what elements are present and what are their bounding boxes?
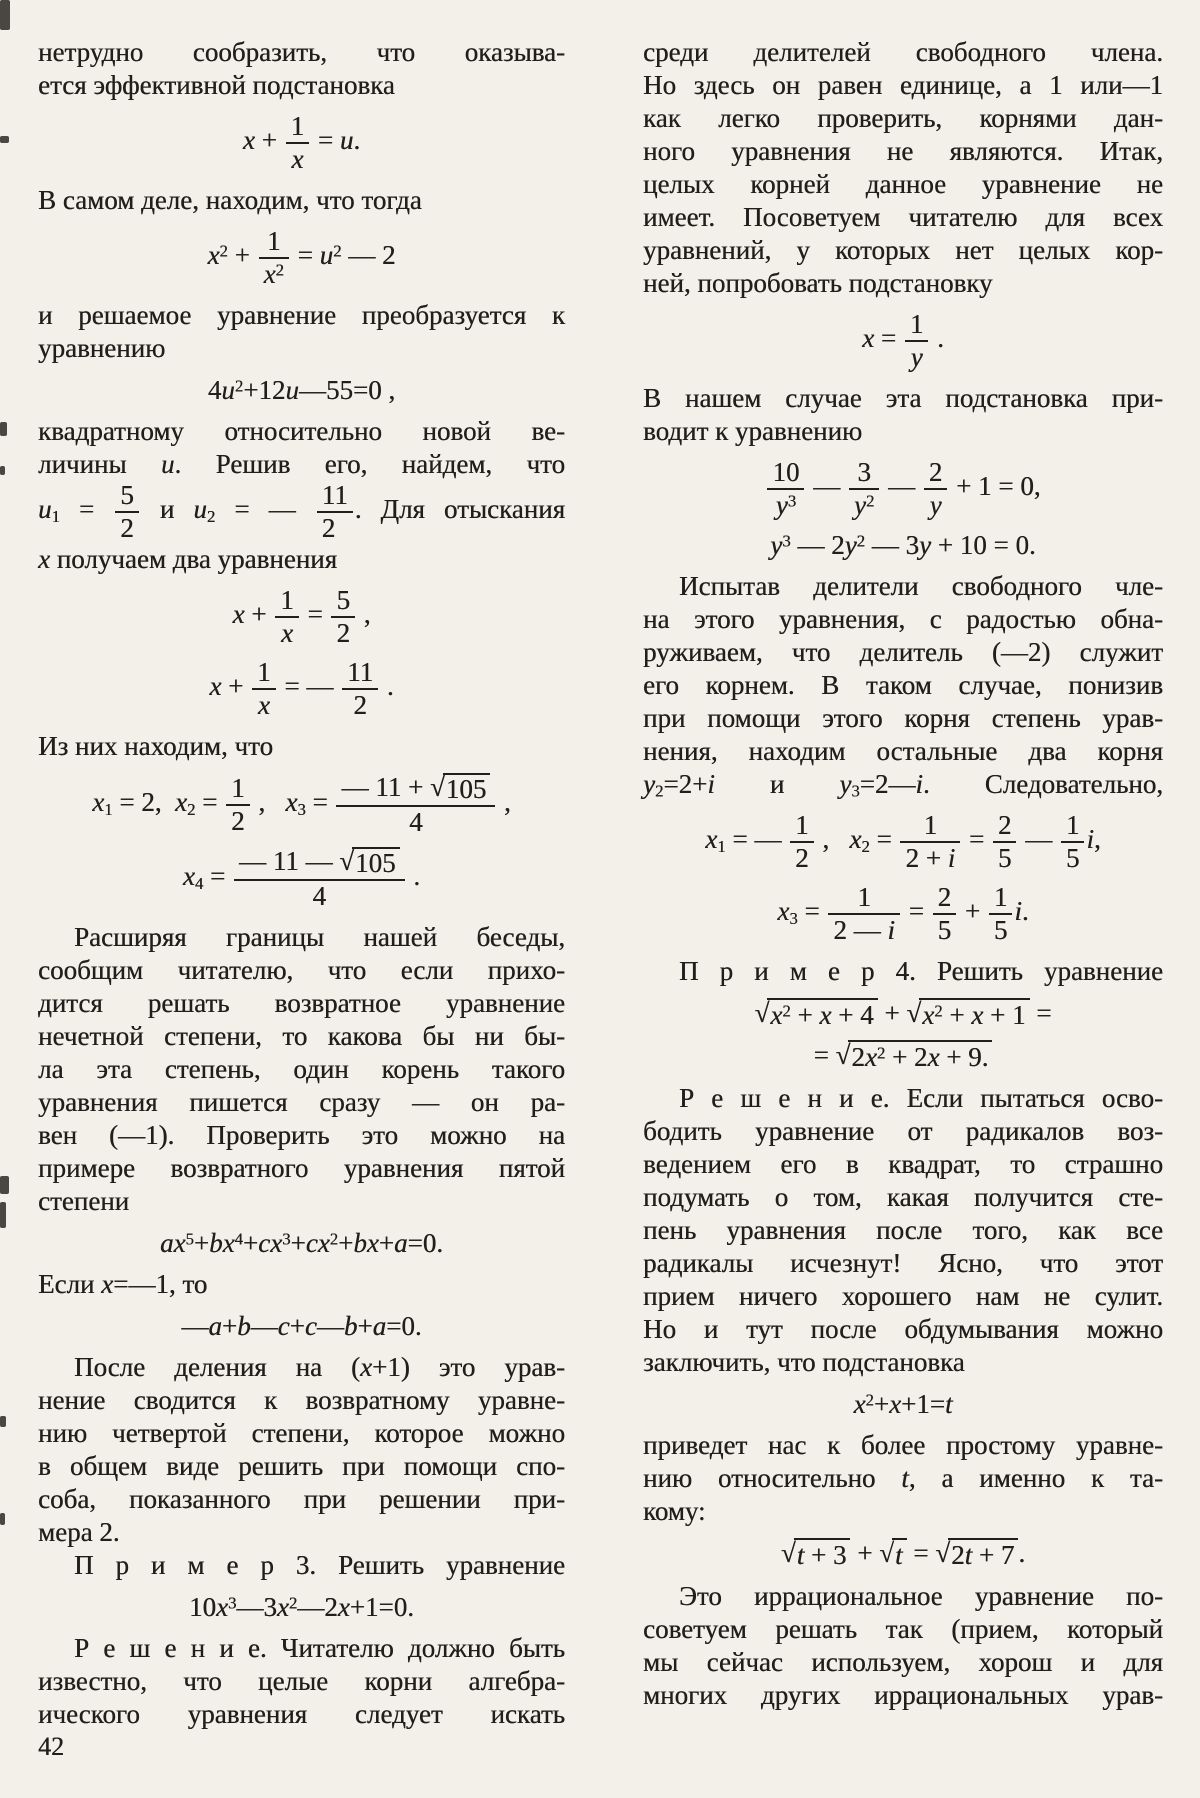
text-line: целых корней данное уравнение не bbox=[643, 169, 1163, 199]
formula: x + $\frac{1}{x}$ = $\frac{5}{2}$ , bbox=[232, 585, 371, 648]
fraction: $\frac{2}{5}$ bbox=[993, 811, 1017, 873]
text-line: как легко проверить, корнями дан- bbox=[643, 103, 1163, 133]
scan-artifact bbox=[0, 1513, 5, 1525]
paragraph bbox=[643, 955, 1163, 988]
fraction: $\frac{11}{2}$ bbox=[342, 658, 378, 720]
paragraph bbox=[38, 299, 565, 365]
formula: $x_4$ = $\frac{— 11 — √105}{4}$ . bbox=[182, 846, 421, 911]
formula: $4u^2+12u—55=0$ , bbox=[207, 375, 396, 405]
text-line: Р е ш е н и е. Читателю должно быть bbox=[74, 1633, 565, 1663]
text-line: на этого уравнения, с радостью обна- bbox=[643, 604, 1163, 634]
paragraph bbox=[38, 1351, 565, 1549]
square-root: √105 bbox=[339, 847, 399, 878]
paragraph bbox=[38, 1632, 565, 1731]
fraction: $\frac{3}{y^2}$ bbox=[849, 458, 879, 520]
text-line: После деления на (x+1) это урав- bbox=[74, 1352, 565, 1382]
text-line: Испытав делители свободного чле- bbox=[679, 571, 1163, 601]
formula: $y^3$ — $2y^2$ — 3y + 10 = 0. bbox=[770, 530, 1036, 560]
formula: $x_1$ = — $\frac{1}{2}$ , $x_2$ = $\frac{1}{2 + i}$ = $\frac{2}{5}$ — $\frac{1}{5}$ i, bbox=[705, 810, 1101, 873]
text-line: руживаем, что делитель (—2) служит bbox=[643, 637, 1163, 667]
paragraph bbox=[643, 36, 1163, 300]
text-line: известно, что целые корни алгебра- bbox=[38, 1666, 565, 1696]
fraction: $\frac{1}{x}$ bbox=[252, 658, 276, 720]
fraction: $\frac{1}{2 — i}$ bbox=[828, 883, 900, 945]
text-line: имеет. Посоветуем читателю для всех bbox=[643, 202, 1163, 232]
scan-artifact bbox=[0, 422, 7, 436]
text-line: среди делителей свободного члена. bbox=[643, 37, 1163, 67]
text-line: при помощи этого корня степень урав- bbox=[643, 703, 1163, 733]
paragraph bbox=[643, 1580, 1163, 1712]
scan-artifact bbox=[0, 1416, 6, 1427]
text-line: многих других иррациональных урав- bbox=[643, 1680, 1163, 1710]
text-line: нечетной степени, то какова бы ни бы- bbox=[38, 1021, 565, 1051]
square-root: √t + 3 bbox=[781, 1538, 851, 1570]
text-line: вен (—1). Проверить это можно на bbox=[38, 1120, 565, 1150]
text-line: уравнению bbox=[38, 333, 166, 363]
text-line: $y_2=2+i$ и $y_3=2—i$. Следовательно, bbox=[643, 769, 1163, 801]
text-line: нетрудно сообразить, что оказыва- bbox=[38, 37, 565, 67]
paragraph bbox=[643, 570, 1163, 801]
text-line: примере возвратного уравнения пятой bbox=[38, 1153, 565, 1183]
scan-artifact bbox=[0, 136, 9, 143]
fraction: $\frac{1}{5}$ bbox=[989, 883, 1013, 945]
text-line: ического уравнения следует искать bbox=[38, 1699, 565, 1729]
text-line: подумать о том, какая получится сте- bbox=[643, 1182, 1163, 1212]
fraction: $\frac{1}{5}$ bbox=[1061, 811, 1085, 873]
fraction: $\frac{1}{x}$ bbox=[275, 586, 299, 648]
text-line: П р и м е р 4. Решить уравнение bbox=[679, 956, 1163, 986]
text-line: водит к уравнению bbox=[643, 416, 863, 446]
scan-artifact bbox=[0, 1176, 9, 1194]
text-line: личины u. Решив его, найдем, что bbox=[38, 449, 565, 479]
paragraph bbox=[38, 184, 565, 217]
text-line: уравнения пишется сразу — он ра- bbox=[38, 1087, 565, 1117]
formula: $x^2$ + $\frac{1}{x^2}$ = $u^2$ — 2 bbox=[207, 226, 396, 289]
left-column bbox=[38, 36, 565, 1731]
paragraph bbox=[643, 382, 1163, 448]
text-line: x получаем два уравнения bbox=[38, 544, 338, 574]
text-line: советуем решать так (прием, который bbox=[643, 1614, 1163, 1644]
fraction: $\frac{2}{y}$ bbox=[924, 458, 948, 520]
formula: $\frac{10}{y^3}$ — $\frac{3}{y^2}$ — $\frac{2}{y}$ + 1 = 0, bbox=[643, 458, 1163, 520]
page-number: 42 bbox=[38, 1732, 64, 1761]
text-line: кому: bbox=[643, 1496, 706, 1526]
text-line: его корнем. В таком случае, понизив bbox=[643, 670, 1163, 700]
text-line: Но здесь он равен единице, а 1 или—1 bbox=[643, 70, 1163, 100]
fraction: $\frac{1}{x^2}$ bbox=[259, 227, 289, 289]
paragraph bbox=[38, 921, 565, 1218]
formula: $x_3$ = $\frac{1}{2 — i}$ = $\frac{2}{5}$ + $\frac{1}{5}$ i. bbox=[777, 882, 1029, 945]
scan-artifact bbox=[0, 0, 10, 30]
paragraph bbox=[38, 36, 565, 102]
formula: x + $\frac{1}{x}$ = — $\frac{11}{2}$ . bbox=[209, 657, 394, 720]
formula: x + $\frac{1}{x}$ = u. bbox=[242, 111, 361, 174]
text-line: нию четвертой степени, которое можно bbox=[38, 1418, 565, 1448]
text-line: Если x=—1, то bbox=[38, 1269, 208, 1299]
text-line: в общем виде решить при помощи спо- bbox=[38, 1451, 565, 1481]
text-line: мера 2. bbox=[38, 1517, 120, 1547]
fraction: $\frac{— 11 + √105}{4}$ bbox=[336, 773, 495, 837]
formula: $10x^3—3x^2—2x+1=0$. bbox=[189, 1592, 414, 1622]
formula: $x_1 = 2$, $x_2$ = $\frac{1}{2}$ , $x_3$ = $\frac{— 11 + √105}{4}$ , bbox=[92, 772, 511, 837]
formula: x = $\frac{1}{y}$ . bbox=[862, 309, 944, 372]
text-line: $u_1$ = $\frac{5}{2}$ и $u_2$ = — $\frac{11}{2}$ . Для отыскания bbox=[38, 480, 566, 543]
formula: $√x^2 + x + 4 + √x^2 + x + 1$ = bbox=[754, 998, 1052, 1030]
text-line: и решаемое уравнение преобразуется к bbox=[38, 300, 565, 330]
fraction: $\frac{— 11 — √105}{4}$ bbox=[234, 847, 405, 911]
formula: —a+b—c+c—b+a=0. bbox=[181, 1311, 422, 1341]
square-root: √105 bbox=[430, 773, 490, 804]
formula: √t + 3 + √t = √2t + 7 . bbox=[780, 1538, 1026, 1570]
text-line: заключить, что подстановка bbox=[643, 1347, 965, 1377]
text-line: ведением его в квадрат, то страшно bbox=[643, 1149, 1163, 1179]
text-line: соба, показанного при решении при- bbox=[38, 1484, 565, 1514]
formula: $ax^5+bx^4+cx^3+cx^2+bx+a=0$. bbox=[159, 1228, 444, 1258]
text-line: ется эффективной подстановка bbox=[38, 70, 395, 100]
fraction: $\frac{1}{2}$ bbox=[790, 811, 814, 873]
fraction: $\frac{5}{2}$ bbox=[331, 586, 355, 648]
paragraph bbox=[38, 1549, 565, 1582]
formula: $x^2+x+1=t$ bbox=[853, 1389, 953, 1419]
text-line: мы сейчас используем, хорош и для bbox=[643, 1647, 1163, 1677]
text-line: П р и м е р 3. Решить уравнение bbox=[74, 1550, 565, 1580]
text-line: нию относительно t, а именно к та- bbox=[643, 1463, 1163, 1493]
paragraph bbox=[38, 730, 565, 763]
square-root: √t bbox=[879, 1538, 906, 1570]
fraction: $\frac{1}{x}$ bbox=[286, 112, 310, 174]
paragraph bbox=[38, 1268, 565, 1301]
text-line: Р е ш е н и е. Если пытаться осво- bbox=[679, 1083, 1163, 1113]
text-line: пень уравнения после того, как все bbox=[643, 1215, 1163, 1245]
fraction: $\frac{1}{2 + i}$ bbox=[900, 811, 960, 873]
text-line: Это иррациональное уравнение по- bbox=[679, 1581, 1163, 1611]
paragraph bbox=[643, 1082, 1163, 1379]
text-line: В нашем случае эта подстановка при- bbox=[643, 383, 1163, 413]
paragraph bbox=[643, 1429, 1163, 1528]
text-line: В самом деле, находим, что тогда bbox=[38, 185, 422, 215]
text-line: сообщим читателю, что если прихо- bbox=[38, 955, 565, 985]
fraction: $\frac{1}{2}$ bbox=[226, 774, 250, 836]
formula: = $√2x^2 + 2x + 9$. bbox=[643, 1040, 1163, 1072]
text-line: квадратному относительно новой ве- bbox=[38, 416, 565, 446]
right-column bbox=[643, 36, 1163, 1712]
square-root: $√x^2 + x + 4$ bbox=[755, 998, 878, 1030]
text-line: Но и тут после обдумывания можно bbox=[643, 1314, 1163, 1344]
text-line: радикалы исчезнут! Ясно, что этот bbox=[643, 1248, 1163, 1278]
text-line: дится решать возвратное уравнение bbox=[38, 988, 565, 1018]
text-line: Расширяя границы нашей беседы, bbox=[74, 922, 565, 952]
text-line: ней, попробовать подстановку bbox=[643, 268, 993, 298]
scan-artifact bbox=[0, 466, 5, 475]
fraction: $\frac{5}{2}$ bbox=[115, 481, 139, 543]
text-line: бодить уравнение от радикалов воз- bbox=[643, 1116, 1163, 1146]
text-line: ного уравнения не являются. Итак, bbox=[643, 136, 1163, 166]
square-root: $√x^2 + x + 1$ bbox=[906, 998, 1029, 1030]
text-line: прием ничего хорошего нам не сулит. bbox=[643, 1281, 1163, 1311]
text-line: ла эта степень, один корень такого bbox=[38, 1054, 565, 1084]
fraction: $\frac{1}{y}$ bbox=[905, 310, 929, 372]
square-root: √2t + 7 bbox=[935, 1538, 1018, 1570]
text-line: уравнений, у которых нет целых кор- bbox=[643, 235, 1163, 265]
text-line: нение сводится к возвратному уравне- bbox=[38, 1385, 565, 1415]
scan-artifact bbox=[0, 1202, 6, 1228]
fraction: $\frac{10}{y^3}$ bbox=[767, 458, 804, 520]
square-root: $√2x^2 + 2x + 9$. bbox=[836, 1040, 993, 1072]
fraction: $\frac{11}{2}$ bbox=[317, 481, 353, 543]
fraction: $\frac{2}{5}$ bbox=[933, 883, 957, 945]
paragraph bbox=[38, 415, 565, 576]
text-line: степени bbox=[38, 1186, 130, 1216]
text-line: приведет нас к более простому уравне- bbox=[643, 1430, 1163, 1460]
text-line: нения, находим остальные два корня bbox=[643, 736, 1163, 766]
text-line: Из них находим, что bbox=[38, 731, 273, 761]
